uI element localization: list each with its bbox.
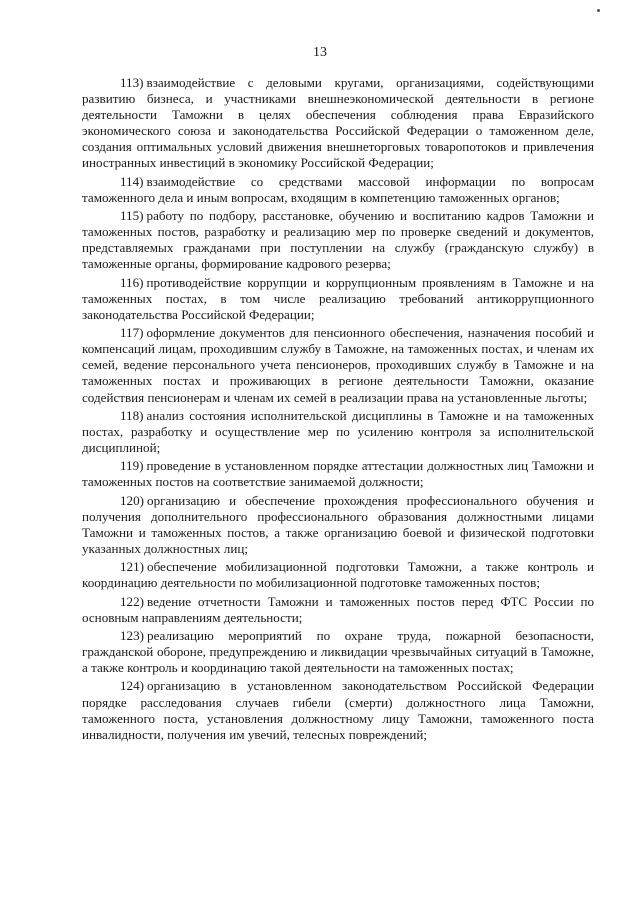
item-number: 123) (120, 627, 145, 643)
item-text: реализацию мероприятий по охране труда, пожарной безопасности, гражданской обороне, предупреждению и ликвидации чрезвычайных ситуаций в Таможне, а также контроль и координацию такой деятельности на таможенных постах; (82, 627, 594, 676)
item-text: оформление документов для пенсионного обеспечения, назначения пособий и компенсаций лицам, проходившим службу в Таможне, на таможенных постах, и членам их семей, ведение персонального учета пенсионеров, проходивших службу в Таможне и на таможенных постах и проживающих в регионе деятельности Таможни, оказание содействия пенсионерам и членам их семей в реализации права на установленные льготы; (82, 325, 594, 405)
page-number: 13 (313, 45, 327, 60)
item-text: анализ состояния исполнительской дисциплины в Таможне и на таможенных постах, разработку и осуществление мер по усилению контроля за исполнительской дисциплиной; (82, 407, 594, 455)
item-number: 116) (120, 274, 144, 290)
item-text: организацию в установленном законодательством Российской Федерации порядке расследования случаев гибели (смерти) должностного лица Таможни, таможенного поста, установления должностному лицу Таможни, таможенного поста инвалидности, получения им увечий, телесных повреждений; (82, 678, 594, 742)
list-item-114 (82, 174, 594, 206)
list-item-120 (82, 493, 594, 557)
list-item-124 (82, 678, 594, 742)
item-text: взаимодействие с деловыми кругами, организациями, содействующими развитию бизнеса, и участниками внешнеэкономической деятельности в регионе деятельности Таможни в целях обеспечения соблюдения права Евразийского экономического союза и законодательства Российской Федерации о таможенном деле, создания оптимальных условий движения внешнеторговых товаропотоков и привлечения иностранных инвестиций в экономику Российской Федерации; (82, 75, 594, 171)
item-text: обеспечение мобилизационной подготовки Таможни, а также контроль и координацию деятельности по мобилизационной подготовке таможенных постов; (82, 559, 594, 591)
list-item-117 (82, 325, 594, 405)
item-number: 121) (120, 559, 145, 575)
document-body (82, 75, 594, 745)
item-number: 115) (120, 208, 144, 224)
scan-speck (597, 9, 600, 12)
item-number: 117) (120, 325, 144, 341)
list-item-115 (82, 208, 594, 272)
item-number: 113) (120, 75, 144, 90)
item-number: 120) (120, 492, 145, 508)
item-text: работу по подбору, расстановке, обучению и воспитанию кадров Таможни и таможенных постов, разработку и реализацию мер по проверке сведений и документов, представляемых гражданами при поступлении на службу (гражданскую службу) в таможенные органы, формирование кадрового резерва; (82, 208, 594, 272)
list-item-122 (82, 594, 594, 626)
item-text: противодействие коррупции и коррупционным проявлениям в Таможне и на таможенных постах, в том числе реализацию требований антикоррупционного законодательства Российской Федерации; (82, 274, 594, 322)
item-number: 122) (120, 593, 145, 609)
list-item-116 (82, 275, 594, 323)
list-item-119 (82, 458, 594, 490)
list-item-121 (82, 559, 594, 591)
list-item-118 (82, 408, 594, 456)
item-text: ведение отчетности Таможни и таможенных постов перед ФТС России по основным направлениям деятельности; (82, 593, 594, 625)
item-number: 124) (120, 678, 145, 694)
item-number: 118) (120, 407, 144, 423)
item-text: проведение в установленном порядке аттестации должностных лиц Таможни и таможенных постов на соответствие занимаемой должности; (82, 458, 594, 490)
list-item-123 (82, 628, 594, 676)
item-number: 114) (120, 173, 144, 189)
list-item-113 (82, 75, 594, 172)
item-text: организацию и обеспечение прохождения профессионального обучения и получения дополнительного профессионального образования должностными лицами Таможни и таможенных постов, а также организацию боевой и физической подготовки указанных должностных лиц; (82, 492, 594, 556)
item-number: 119) (120, 458, 144, 474)
item-text: взаимодействие со средствами массовой информации по вопросам таможенного дела и иным вопросам, входящим в компетенцию таможенных органов; (82, 173, 594, 205)
